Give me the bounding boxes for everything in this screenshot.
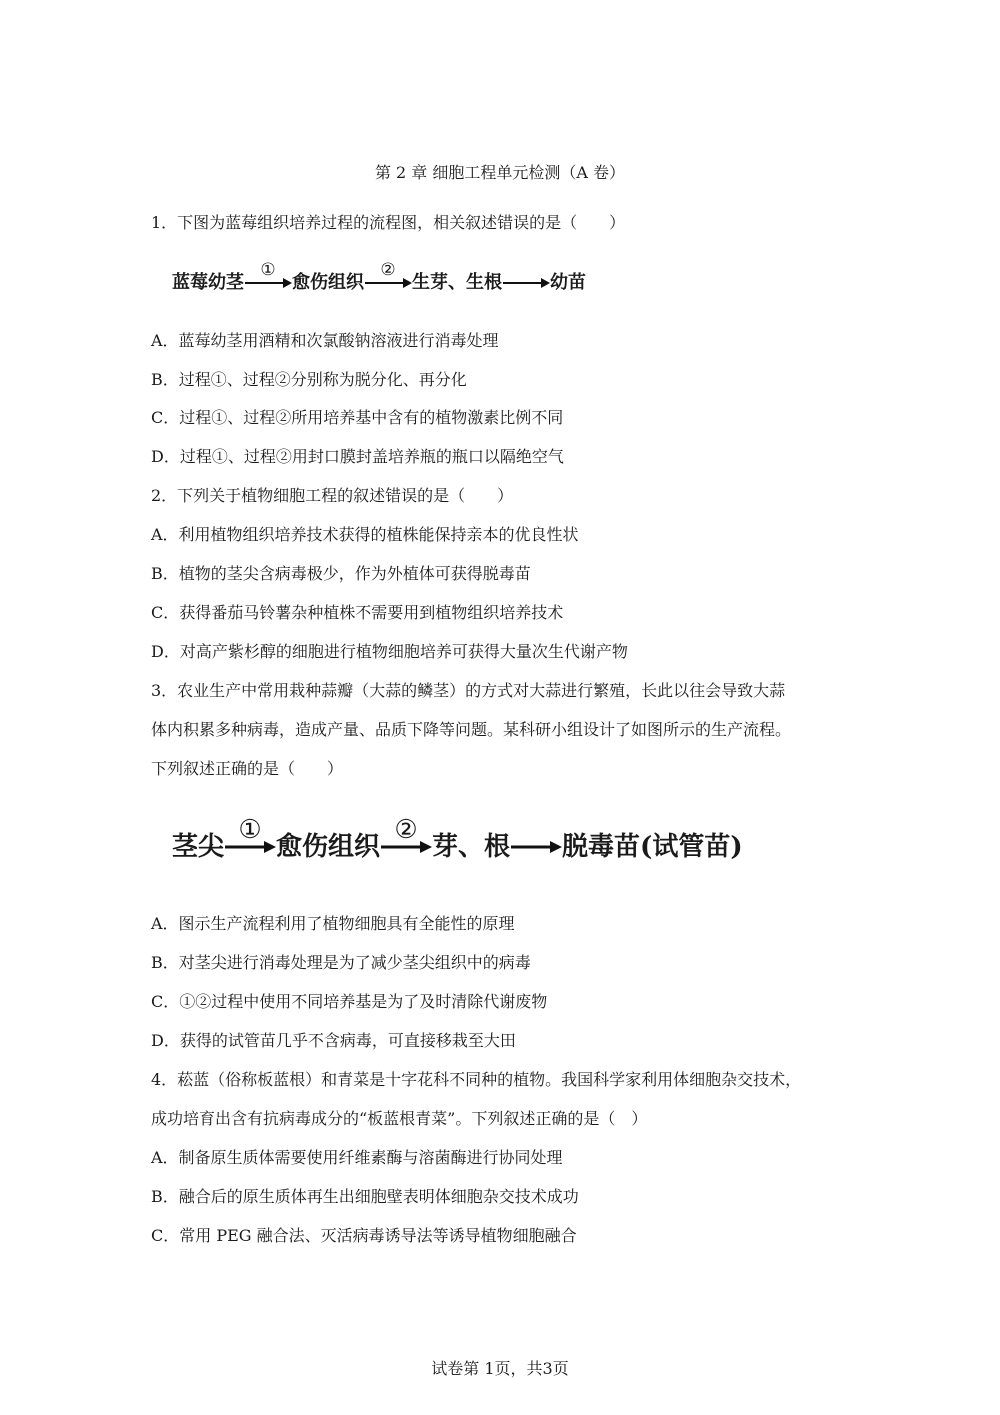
flow-arrow-1 — [244, 260, 292, 288]
flow-arrow-2 — [364, 260, 412, 288]
question-3-option-d: D．获得的试管苗几乎不含病毒，可直接移栽至大田 — [151, 1031, 516, 1050]
page-footer: 试卷第 1页，共3页 — [431, 1359, 569, 1378]
question-2-option-d: D．对高产紫杉醇的细胞进行植物细胞培养可获得大量次生代谢产物 — [151, 642, 628, 661]
flow-arrow-2 — [380, 814, 432, 853]
question-4-option-b: B．融合后的原生质体再生出细胞壁表明体细胞杂交技术成功 — [151, 1187, 579, 1206]
question-1-option-b: B．过程①、过程②分别称为脱分化、再分化 — [151, 370, 467, 389]
question-3-stem-line-3: 下列叙述正确的是（ ） — [151, 759, 344, 778]
question-3-stem-line-1: 3．农业生产中常用栽种蒜瓣（大蒜的鳞茎）的方式对大蒜进行繁殖，长此以往会导致大蒜 — [151, 681, 786, 700]
arrow-right-icon — [510, 837, 562, 853]
flow-node-end: 幼苗 — [550, 272, 586, 293]
question-1-option-a: A．蓝莓幼茎用酒精和次氯酸钠溶液进行消毒处理 — [151, 331, 499, 350]
question-2-option-b: B．植物的茎尖含病毒极少，作为外植体可获得脱毒苗 — [151, 564, 531, 583]
flow-node-next: 芽、根 — [432, 832, 511, 862]
question-2-option-c: C．获得番茄马铃薯杂种植株不需要用到植物组织培养技术 — [151, 603, 564, 622]
flow-step-1-mark: ① — [238, 814, 262, 845]
question-1-option-c: C．过程①、过程②所用培养基中含有的植物激素比例不同 — [151, 408, 564, 427]
question-2-option-a: A．利用植物组织培养技术获得的植株能保持亲本的优良性状 — [151, 525, 579, 544]
flow-step-2-mark: ② — [394, 814, 418, 845]
flow-step-2-mark: ② — [380, 260, 396, 280]
question-1-option-d: D．过程①、过程②用封口膜封盖培养瓶的瓶口以隔绝空气 — [151, 447, 564, 466]
flow-arrow-1 — [224, 814, 276, 853]
flow-arrow-3 — [502, 274, 550, 288]
question-3-stem-line-2: 体内积累多种病毒，造成产量、品质下降等问题。某科研小组设计了如图所示的生产流程。 — [151, 720, 792, 739]
flow-node-start: 茎尖 — [172, 832, 225, 862]
flow-node-mid: 愈伤组织 — [292, 272, 364, 293]
arrow-right-icon — [502, 274, 550, 288]
question-1-stem: 1．下图为蓝莓组织培养过程的流程图，相关叙述错误的是（ ） — [151, 213, 626, 232]
question-3-option-a: A．图示生产流程利用了植物细胞具有全能性的原理 — [151, 914, 515, 933]
flow-node-start: 蓝莓幼茎 — [172, 272, 244, 293]
page-title: 第 2 章 细胞工程单元检测（A 卷） — [374, 163, 626, 182]
flow-step-1-mark: ① — [260, 260, 276, 280]
question-4-stem-line-2: 成功培育出含有抗病毒成分的“板蓝根青菜”。下列叙述正确的是（ ） — [151, 1109, 648, 1128]
flow-node-mid: 愈伤组织 — [276, 832, 381, 862]
question-3-flowchart — [172, 814, 743, 863]
question-3-option-c: C．①②过程中使用不同培养基是为了及时清除代谢废物 — [151, 992, 548, 1011]
question-4-option-c: C．常用 PEG 融合法、灭活病毒诱导法等诱导植物细胞融合 — [151, 1226, 577, 1245]
flow-node-next: 生芽、生根 — [412, 272, 502, 293]
flow-arrow-3 — [510, 837, 562, 853]
question-1-flowchart — [172, 260, 586, 294]
question-2-stem: 2．下列关于植物细胞工程的叙述错误的是（ ） — [151, 486, 514, 505]
question-4-option-a: A．制备原生质体需要使用纤维素酶与溶菌酶进行协同处理 — [151, 1148, 563, 1167]
question-3-option-b: B．对茎尖进行消毒处理是为了减少茎尖组织中的病毒 — [151, 953, 531, 972]
flow-node-end: 脱毒苗(试管苗) — [562, 832, 743, 862]
question-4-stem-line-1: 4．菘蓝（俗称板蓝根）和青菜是十字花科不同种的植物。我国科学家利用体细胞杂交技术， — [151, 1070, 802, 1089]
